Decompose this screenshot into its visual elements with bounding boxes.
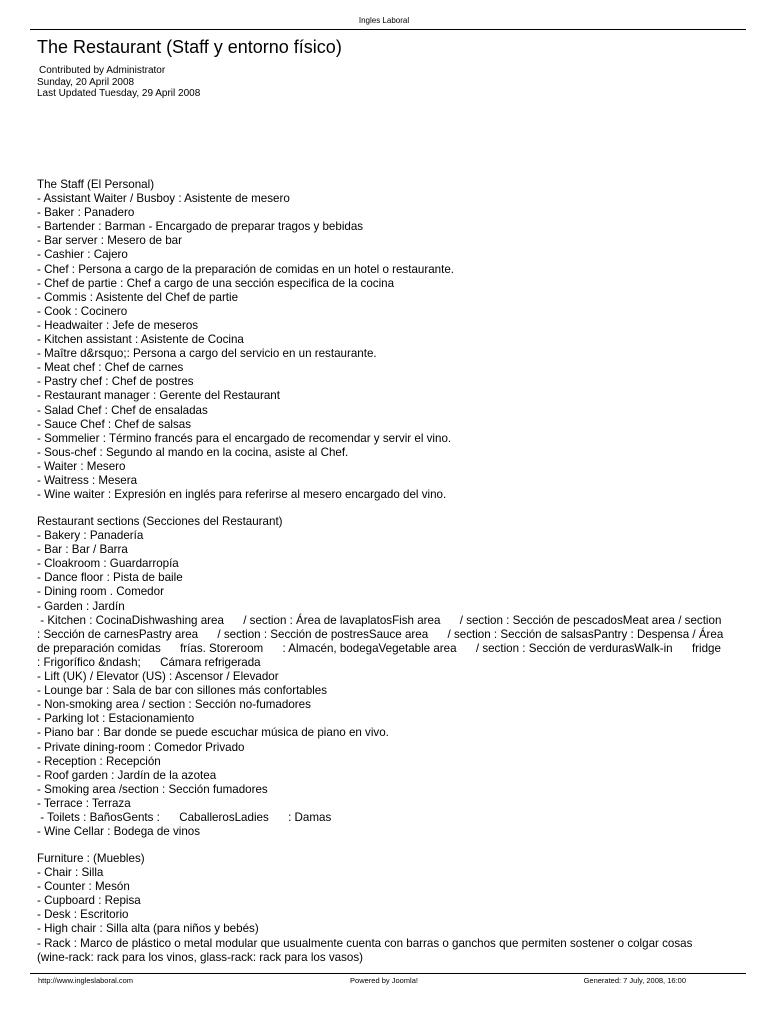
list-item: - Sommelier : Término francés para el encargado de recomendar y servir el vino.: [37, 431, 452, 445]
list-item: - Bartender : Barman - Encargado de preparar tragos y bebidas: [37, 220, 364, 234]
list-item: - Sous-chef : Segundo al mando en la cocina, asiste al Chef.: [37, 445, 349, 459]
list-item: - Maître d&rsquo;: Persona a cargo del servicio en un restaurante.: [37, 347, 377, 361]
list-item: - Commis : Asistente del Chef de partie: [37, 290, 239, 304]
list-item: - Private dining-room : Comedor Privado: [37, 740, 245, 754]
list-item: - Terrace : Terraza: [37, 796, 131, 810]
list-item: - Bakery : Panadería: [37, 529, 144, 543]
list-item: - Pastry chef : Chef de postres: [37, 375, 194, 389]
list-item: - High chair : Silla alta (para niños y bebés): [37, 922, 259, 936]
list-item: - Desk : Escritorio: [37, 908, 129, 922]
header-divider: [30, 29, 746, 30]
staff-section: [37, 178, 727, 502]
contributed-by: Contributed by Administrator: [39, 65, 166, 76]
kitchen-list-item: - Kitchen : CocinaDishwashing area / section : Área de lavaplatosFish area / section : Sección de pescadosMeat area / section : Sección de carnesPastry area / section : Sección de postresSauce area / section : Sección de salsasPantry : Despensa / Área de preparación comidas frías. Storeroom : Almacén, bodegaVegetable area / section : Sección de verdurasWalk-in fridge : Frigorífico &ndash; Cámara refrigerada: [37, 613, 727, 669]
list-item: - Wine waiter : Expresión en inglés para referirse al mesero encargado del vino.: [37, 488, 447, 502]
list-item: - Cupboard : Repisa: [37, 894, 141, 908]
list-item: - Sauce Chef : Chef de salsas: [37, 417, 192, 431]
list-item: - Lift (UK) / Elevator (US) : Ascensor / Elevador: [37, 670, 279, 684]
list-item: - Garden : Jardín: [37, 599, 125, 613]
publish-date: Sunday, 20 April 2008: [37, 76, 135, 88]
restaurant-sections-section: [37, 515, 727, 839]
section-heading: The Staff (El Personal): [37, 178, 155, 191]
list-item: - Baker : Panadero: [37, 206, 135, 220]
list-item: - Chef de partie : Chef a cargo de una sección especifica de la cocina: [37, 276, 395, 290]
list-item: - Non-smoking area / section : Sección no-fumadores: [37, 698, 311, 712]
section-heading: Restaurant sections (Secciones del Restaurant): [37, 515, 283, 528]
list-item: - Restaurant manager : Gerente del Restaurant: [37, 389, 280, 403]
list-item: - Reception : Recepción: [37, 754, 161, 768]
list-item: - Chair : Silla: [37, 866, 104, 880]
site-url-link[interactable]: http://www.ingleslaboral.com: [38, 976, 134, 985]
list-item: - Dining room . Comedor: [37, 585, 164, 599]
list-item: - Lounge bar : Sala de bar con sillones más confortables: [37, 684, 328, 698]
list-item: - Cashier : Cajero: [37, 248, 128, 262]
list-item: - Parking lot : Estacionamiento: [37, 712, 195, 726]
rack-list-item: - Rack : Marco de plástico o metal modular que usualmente cuenta con barras o ganchos que permiten sostener o colgar cosas (wine-rack: rack para los vinos, glass-rack: rack para los vasos): [37, 936, 693, 964]
list-item: - Kitchen assistant : Asistente de Cocina: [37, 333, 244, 347]
list-item: - Counter : Mesón: [37, 880, 130, 894]
section-heading: Furniture : (Muebles): [37, 852, 145, 865]
article-title: The Restaurant (Staff y entorno físico): [37, 37, 342, 57]
list-item: - Waitress : Mesera: [37, 473, 138, 487]
list-item: - Assistant Waiter / Busboy : Asistente de mesero: [37, 192, 290, 206]
list-item: - Bar server : Mesero de bar: [37, 234, 182, 248]
list-item: - Roof garden : Jardín de la azotea: [37, 768, 217, 782]
list-item: - Waiter : Mesero: [37, 459, 126, 473]
powered-by: Powered by Joomla!: [350, 976, 418, 985]
list-item: - Chef : Persona a cargo de la preparación de comidas en un hotel o restaurante.: [37, 262, 454, 276]
article-meta: [37, 65, 200, 100]
last-updated: Last Updated Tuesday, 29 April 2008: [37, 88, 201, 99]
list-item: - Dance floor : Pista de baile: [37, 571, 183, 585]
list-item: - Smoking area /section : Sección fumadores: [37, 782, 268, 796]
list-item: - Salad Chef : Chef de ensaladas: [37, 403, 208, 417]
generated-date: Generated: 7 July, 2008, 16:00: [583, 976, 686, 985]
list-item: - Cook : Cocinero: [37, 304, 128, 318]
list-item: - Wine Cellar : Bodega de vinos: [37, 825, 201, 839]
list-item: - Cloakroom : Guardarropía: [37, 557, 179, 571]
list-item: - Meat chef : Chef de carnes: [37, 361, 184, 375]
list-item: - Toilets : BañosGents : CaballerosLadies : Damas: [37, 810, 332, 824]
site-header: Ingles Laboral: [358, 16, 410, 25]
footer-divider: [30, 973, 746, 974]
page-footer: [0, 976, 768, 986]
furniture-section: [37, 852, 727, 965]
list-item: - Headwaiter : Jefe de meseros: [37, 318, 199, 332]
list-item: - Bar : Bar / Barra: [37, 543, 128, 557]
list-item: - Piano bar : Bar donde se puede escuchar música de piano en vivo.: [37, 726, 389, 740]
